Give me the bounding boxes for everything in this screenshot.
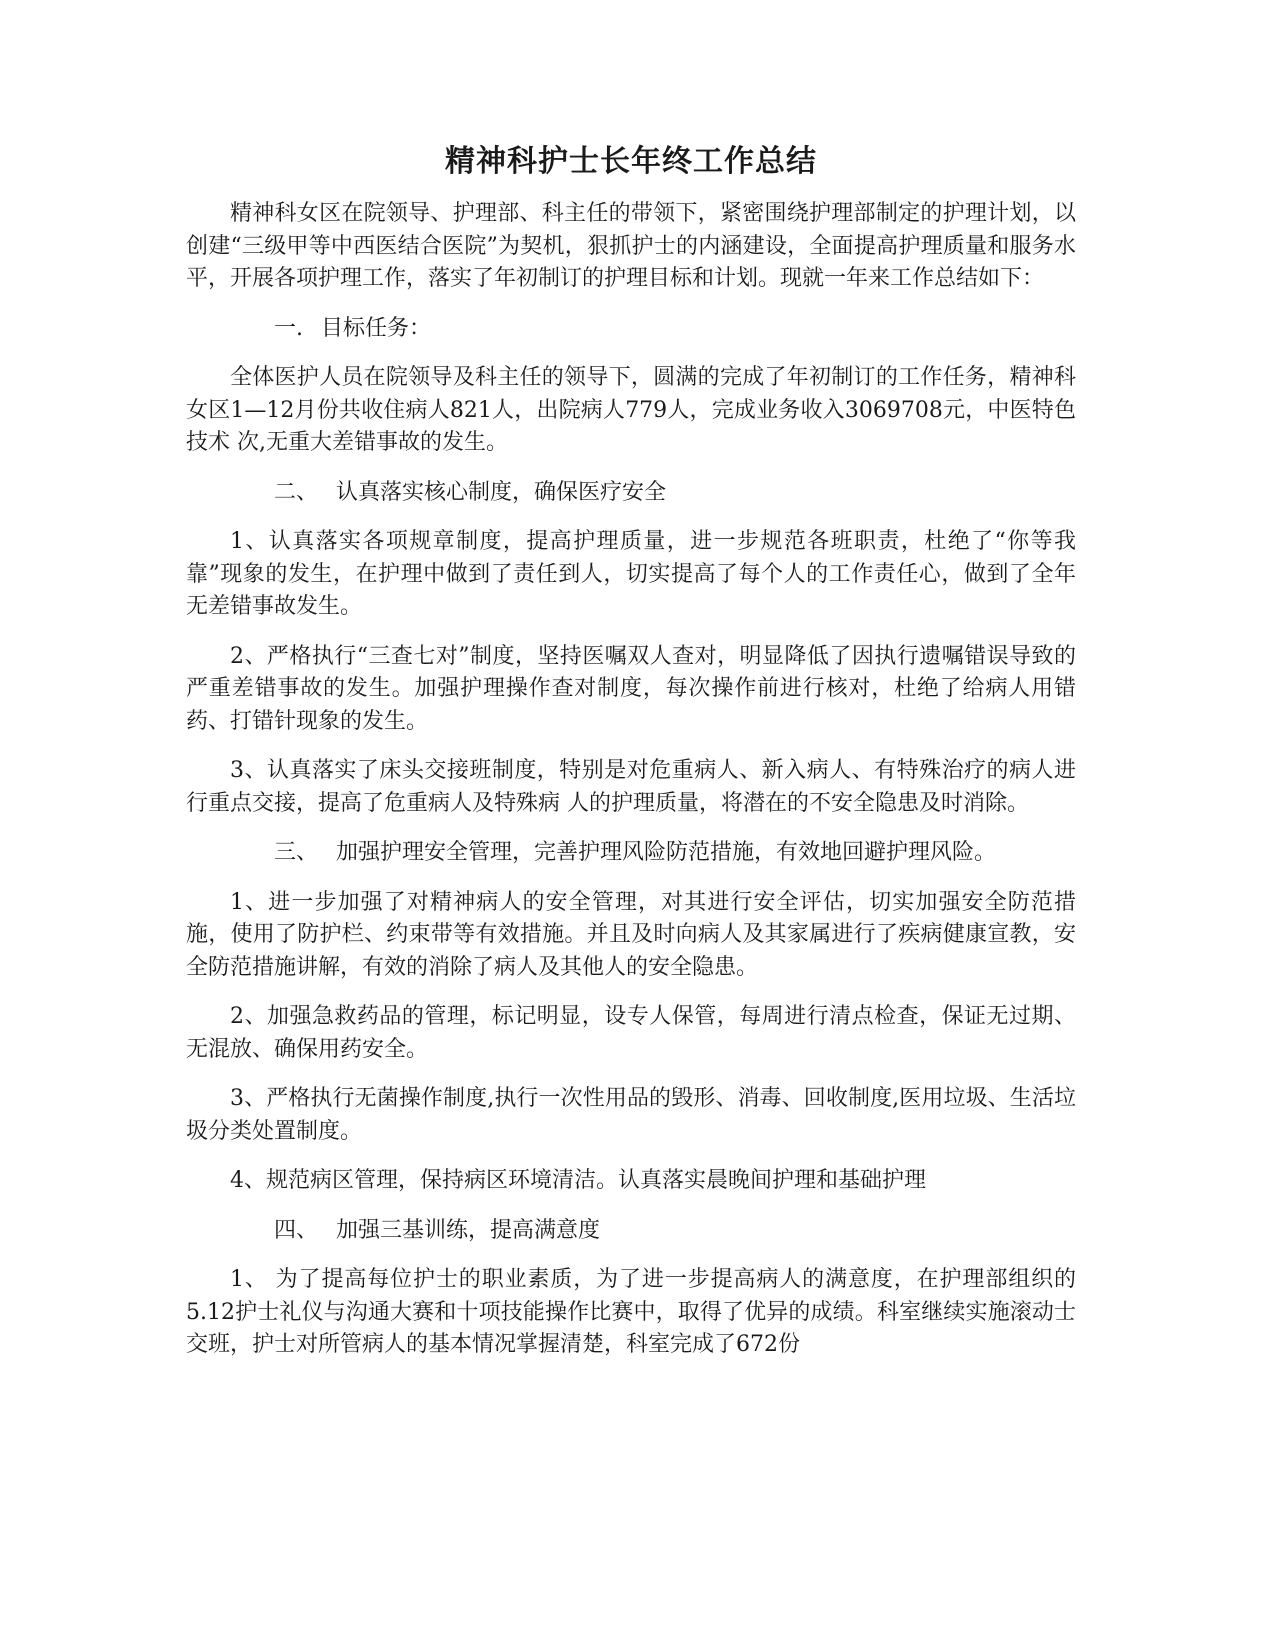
section-number: 三、 (274, 840, 319, 865)
document-title: 精神科护士长年终工作总结 (445, 144, 817, 179)
section-1 (186, 313, 1076, 460)
section-3 (186, 837, 1076, 1198)
section-paragraph: 2、加强急救药品的管理，标记明显，设专人保管，每周进行清点检查，保证无过期、无混放、确保用药安全。 (186, 1004, 1076, 1062)
section-heading (186, 313, 1076, 346)
section-title: 加强护理安全管理，完善护理风险防范措施，有效地回避护理风险。 (336, 840, 997, 865)
section-heading (186, 837, 1076, 870)
section-4 (186, 1215, 1076, 1362)
section-heading (186, 1215, 1076, 1248)
intro-paragraph: 精神科女区在院领导、护理部、科主任的带领下，紧密围绕护理部制定的护理计划，以创建“三级甲等中西医结合医院”为契机，狠抓护士的内涵建设，全面提高护理质量和服务水平，开展各项护理工作，落实了年初制订的护理目标和计划。现就一年来工作总结如下： (186, 201, 1076, 291)
section-number: 四、 (274, 1217, 319, 1243)
section-2 (186, 477, 1076, 821)
section-paragraph: 全体医护人员在院领导及科主任的领导下，圆满的完成了年初制订的工作任务，精神科女区1—12月份共收住病人821人，出院病人779人，完成业务收入3069708元，中医特色技术 次,无重大差错事故的发生。 (186, 365, 1076, 455)
section-heading (186, 477, 1076, 510)
section-paragraph: 1、进一步加强了对精神病人的安全管理，对其进行安全评估，切实加强安全防范措施，使用了防护栏、约束带等有效措施。并且及时向病人及其家属进行了疾病健康宣教，安全防范措施讲解，有效的消除了病人及其他人的安全隐患。 (186, 889, 1076, 980)
section-paragraph: 3、认真落实了床头交接班制度，特别是对危重病人、新入病人、有特殊治疗的病人进行重点交接，提高了危重病人及特殊病 人的护理质量，将潜在的不安全隐患及时消除。 (186, 758, 1076, 816)
section-paragraph: 2、严格执行“三查七对”制度，坚持医嘱双人查对，明显降低了因执行遗嘱错误导致的严重差错事故的发生。加强护理操作查对制度，每次操作前进行核对，杜绝了给病人用错药、打错针现象的发生。 (186, 643, 1076, 734)
section-paragraph: 1、认真落实各项规章制度，提高护理质量，进一步规范各班职责，杜绝了“你等我靠”现象的发生，在护理中做到了责任到人，切实提高了每个人的工作责任心，做到了全年无差错事故发生。 (186, 529, 1076, 619)
section-number: 一. (274, 315, 303, 341)
document-page (186, 140, 1076, 1379)
section-title: 目标任务： (321, 315, 432, 341)
section-number: 二、 (274, 479, 319, 505)
section-title: 认真落实核心制度，确保医疗安全 (336, 479, 667, 505)
section-paragraph: 3、严格执行无菌操作制度,执行一次性用品的毁形、消毒、回收制度,医用垃圾、生活垃圾分类处置制度。 (186, 1086, 1076, 1144)
section-paragraph: 1、 为了提高每位护士的职业素质，为了进一步提高病人的满意度，在护理部组织的5.12护士礼仪与沟通大赛和十项技能操作比赛中，取得了优异的成绩。科室继续实施滚动士交班，护士对所管病人的基本情况掌握清楚，科室完成了672份 (186, 1267, 1076, 1357)
section-title: 加强三基训练，提高满意度 (336, 1217, 601, 1243)
section-paragraph: 4、规范病区管理，保持病区环境清洁。认真落实晨晚间护理和基础护理 (230, 1168, 926, 1193)
